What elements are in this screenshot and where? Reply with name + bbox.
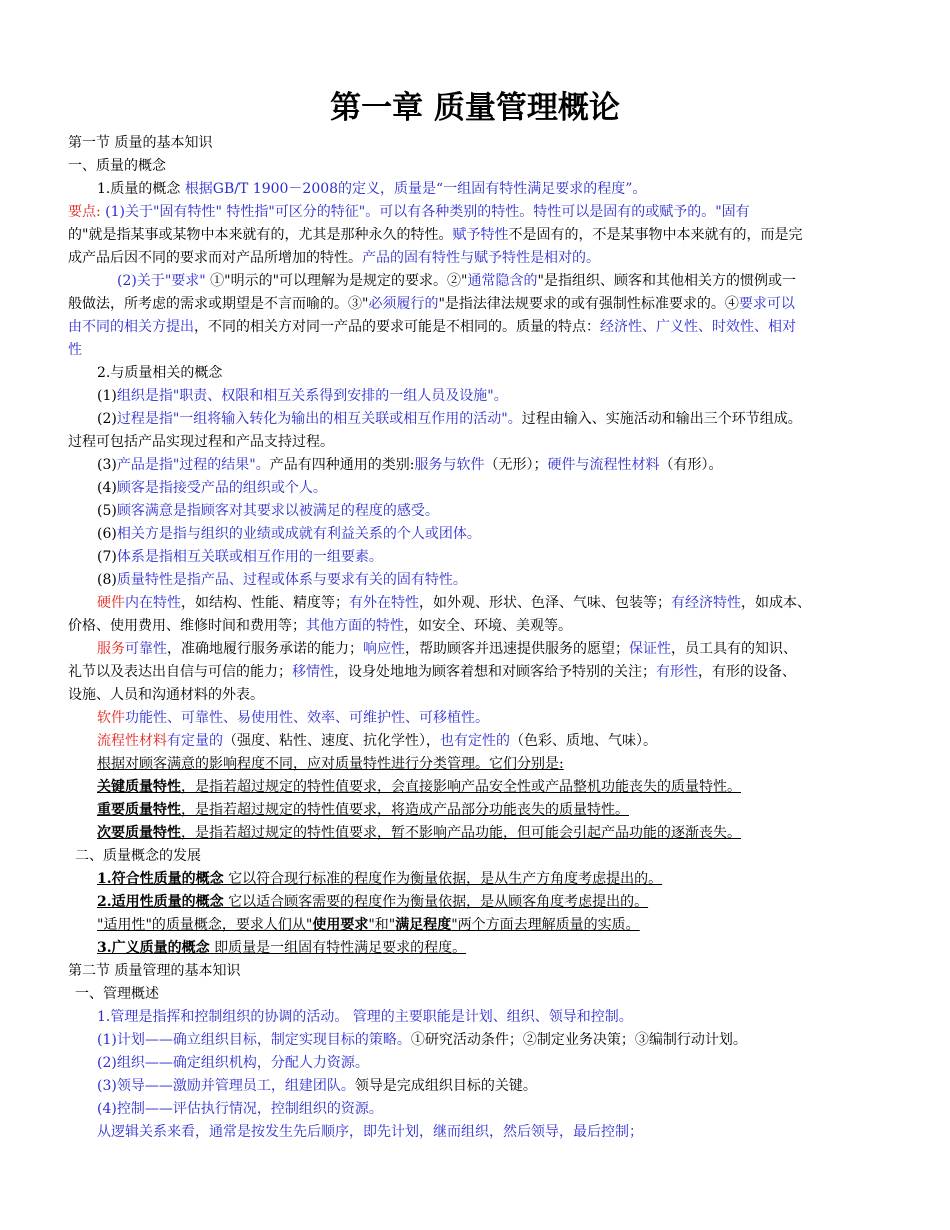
text-line bbox=[68, 316, 796, 339]
text-segment: 服务与软件 bbox=[414, 457, 485, 473]
text-segment: 服务 bbox=[97, 641, 125, 657]
text-segment: 产品是指"过程的结果"。 bbox=[116, 457, 270, 473]
text-segment: ①研究活动条件；②制定业务决策；③编制行动计划。 bbox=[410, 1032, 747, 1048]
text-line bbox=[97, 477, 327, 500]
chapter-title: 第一章 质量管理概论 bbox=[330, 90, 620, 126]
text-segment: 产品的固有特性与赋予特性是相对的。 bbox=[362, 250, 600, 266]
text-segment: 一、质量的概念 bbox=[68, 158, 166, 174]
text-line bbox=[97, 454, 722, 477]
text-line bbox=[97, 523, 481, 546]
text-segment: ，员工具有的知识、 bbox=[671, 641, 797, 657]
text-segment: (3)领导——激励并管理员工，组建团队。 bbox=[97, 1078, 355, 1094]
text-line bbox=[97, 1029, 747, 1052]
text-segment: 3.广义质量的概念 bbox=[97, 940, 210, 956]
text-segment: 使用要求 bbox=[312, 917, 369, 933]
text-segment: 也有定性的 bbox=[440, 733, 510, 749]
text-segment: ，如成本、 bbox=[741, 595, 811, 611]
text-segment: 成产品后因不同的要求而对产品所增加的特性。 bbox=[68, 250, 362, 266]
text-segment: ，如外观、形状、色泽、气味、包装等； bbox=[419, 595, 671, 611]
text-segment: ，帮助顾客并迅速提供服务的愿望； bbox=[405, 641, 629, 657]
text-segment: 领导是完成组织目标的关键。 bbox=[354, 1078, 537, 1094]
text-line bbox=[97, 408, 802, 431]
text-segment: 2.适用性质量的概念 bbox=[97, 894, 224, 910]
text-segment: 体系是指相互关联或相互作用的一组要素。 bbox=[116, 549, 383, 565]
text-line bbox=[97, 569, 467, 592]
text-segment: 价格、使用费用、维修时间和费用等； bbox=[68, 618, 306, 634]
text-line bbox=[68, 661, 796, 684]
text-segment: 要求可以 bbox=[738, 296, 795, 312]
text-line bbox=[75, 845, 201, 868]
text-line bbox=[97, 178, 646, 201]
text-segment: 第二节 质量管理的基本知识 bbox=[68, 963, 241, 979]
text-segment: 赋予特性 bbox=[452, 227, 509, 243]
text-segment: 内在特性 bbox=[125, 595, 181, 611]
text-segment: (4) bbox=[97, 480, 117, 496]
text-segment: 一、管理概述 bbox=[75, 986, 159, 1002]
text-line bbox=[117, 270, 796, 293]
text-line bbox=[68, 431, 334, 454]
text-segment: 第一节 质量的基本知识 bbox=[68, 135, 213, 151]
text-line bbox=[97, 546, 383, 569]
text-segment: 有定量的 bbox=[167, 733, 223, 749]
text-line bbox=[97, 638, 797, 661]
text-segment: 要点: bbox=[68, 204, 106, 220]
text-segment: "和" bbox=[368, 917, 396, 933]
text-line bbox=[68, 293, 795, 316]
text-segment: 它以符合现行标准的程度作为衡量依据，是从生产方角度考虑提出的。 bbox=[223, 871, 663, 887]
text-segment: (4)控制——评估执行情况，控制组织的资源。 bbox=[97, 1101, 383, 1117]
text-line bbox=[97, 914, 640, 937]
text-line bbox=[68, 224, 802, 247]
text-segment: "是指法律法规要求的或有强制性标准要求的。④ bbox=[438, 296, 739, 312]
text-line bbox=[97, 1075, 537, 1098]
text-segment: 保证性 bbox=[629, 641, 671, 657]
text-line bbox=[97, 385, 508, 408]
text-segment: 根据对顾客满意的影响程度不同，应对质量特性进行分类管理。它们分别是: bbox=[97, 756, 564, 772]
text-segment: 2.与质量相关的概念 bbox=[97, 365, 223, 381]
text-line bbox=[97, 891, 648, 914]
text-segment: 相关方是指与组织的业绩或成就有利益关系的个人或团体。 bbox=[116, 526, 481, 542]
text-segment: "两个方面去理解质量的实质。 bbox=[451, 917, 640, 933]
text-segment: ，是指若超过规定的特性值要求，会直接影响产品安全性或产品整机功能丧失的质量特性。 bbox=[181, 779, 741, 795]
text-segment: (1) bbox=[97, 388, 117, 404]
text-line bbox=[97, 937, 466, 960]
text-segment: 顾客满意是指顾客对其要求以被满足的程度的感受。 bbox=[116, 503, 439, 519]
text-segment: 流程性材料 bbox=[97, 733, 167, 749]
text-segment: 的"就是指某事或某物中本来就有的，尤其是那种永久的特性。 bbox=[68, 227, 453, 243]
text-segment: (5) bbox=[97, 503, 117, 519]
text-segment: ，不同的相关方对同一产品的要求可能是不相同的。质量的特点： bbox=[194, 319, 600, 335]
text-segment: 组织是指"职责、权限和相互关系得到安排的一组人员及设施"。 bbox=[116, 388, 508, 404]
text-line bbox=[68, 132, 212, 155]
text-segment: (1)关于"固有特性" 特性指"可区分的特征"。可以有各种类别的特性。特性可以是固有的或赋予的。"固有 bbox=[105, 204, 750, 220]
text-segment: 功能性、可靠性、易使用性、效率、可维护性、可移植性。 bbox=[125, 710, 489, 726]
text-segment: 有经济特性 bbox=[671, 595, 741, 611]
text-segment: 性 bbox=[68, 342, 82, 358]
text-line bbox=[97, 753, 564, 776]
text-segment: ，如结构、性能、精度等； bbox=[181, 595, 349, 611]
text-line bbox=[68, 247, 600, 270]
text-segment: 通常隐含的 bbox=[467, 273, 538, 289]
text-line bbox=[75, 983, 159, 1006]
text-line bbox=[97, 776, 741, 799]
text-segment: 有形性 bbox=[656, 664, 698, 680]
text-line bbox=[97, 1006, 633, 1029]
text-segment: (3) bbox=[97, 457, 117, 473]
text-segment: 硬件 bbox=[97, 595, 125, 611]
text-segment: 般做法，所考虑的需求或期望是不言而喻的。③" bbox=[68, 296, 369, 312]
text-line bbox=[97, 500, 439, 523]
text-segment: 质量特性是指产品、过程或体系与要求有关的固有特性。 bbox=[116, 572, 467, 588]
text-line bbox=[97, 1121, 643, 1144]
text-segment: 重要质量特性 bbox=[97, 802, 181, 818]
text-segment: (1)计划——确立组织目标，制定实现目标的策略。 bbox=[97, 1032, 411, 1048]
text-segment: 可靠性 bbox=[125, 641, 167, 657]
text-segment: (8) bbox=[97, 572, 117, 588]
text-segment: 移情性 bbox=[292, 664, 334, 680]
text-segment: 不是固有的，不是某事物中本来就有的，而是完 bbox=[508, 227, 803, 243]
text-line bbox=[68, 155, 166, 178]
text-segment: (2) bbox=[97, 411, 117, 427]
text-segment: ，是指若超过规定的特性值要求，暂不影响产品功能，但可能会引起产品功能的逐渐丧失。 bbox=[181, 825, 741, 841]
text-segment: 二、质量概念的发展 bbox=[75, 848, 201, 864]
text-line bbox=[97, 868, 662, 891]
text-segment: 过程由输入、实施活动和输出三个环节组成。 bbox=[521, 411, 802, 427]
text-segment: (6) bbox=[97, 526, 117, 542]
text-segment: 由不同的相关方提出 bbox=[68, 319, 194, 335]
text-segment: 即质量是一组固有特性满足要求的程度。 bbox=[209, 940, 467, 956]
text-segment: 有外在特性 bbox=[349, 595, 419, 611]
text-segment: 1.符合性质量的概念 bbox=[97, 871, 224, 887]
text-line bbox=[68, 615, 572, 638]
text-segment: ，设身处地地为顾客着想和对顾客给予特别的关注； bbox=[334, 664, 656, 680]
text-segment: 1.管理是指挥和控制组织的协调的活动。 管理的主要职能是计划、组织、领导和控制。 bbox=[97, 1009, 633, 1025]
text-segment: ，有形的设备、 bbox=[698, 664, 796, 680]
text-segment: 过程可包括产品实现过程和产品支持过程。 bbox=[68, 434, 334, 450]
text-segment: (7) bbox=[97, 549, 117, 565]
text-line bbox=[68, 201, 750, 224]
text-segment: 1.质量的概念 bbox=[97, 181, 185, 197]
text-segment: 必须履行的 bbox=[368, 296, 439, 312]
text-segment: ，如安全、环境、美观等。 bbox=[404, 618, 572, 634]
text-segment: 它以适合顾客需要的程度作为衡量依据，是从顾客角度考虑提出的。 bbox=[223, 894, 649, 910]
text-segment: "适用性"的质量概念，要求人们从" bbox=[97, 917, 313, 933]
text-segment: (2)组织——确定组织机构，分配人力资源。 bbox=[97, 1055, 369, 1071]
text-line bbox=[68, 960, 240, 983]
text-line bbox=[97, 1052, 369, 1075]
text-segment: 次要质量特性 bbox=[97, 825, 181, 841]
text-segment: 硬件与流程性材料 bbox=[547, 457, 660, 473]
text-line bbox=[68, 339, 82, 362]
text-segment: 软件 bbox=[97, 710, 125, 726]
text-segment: (2)关于"要求" bbox=[117, 273, 211, 289]
text-line bbox=[97, 707, 489, 730]
text-segment: 其他方面的特性 bbox=[306, 618, 404, 634]
text-line bbox=[97, 362, 222, 385]
text-segment: ①"明示的"可以理解为是规定的要求。②" bbox=[210, 273, 468, 289]
text-segment: 设施、人员和沟通材料的外表。 bbox=[68, 687, 264, 703]
text-segment: ，准确地履行服务承诺的能力； bbox=[167, 641, 363, 657]
text-line bbox=[97, 592, 811, 615]
text-line bbox=[97, 799, 629, 822]
text-segment: （强度、粘性、速度、抗化学性）， bbox=[223, 733, 440, 749]
text-line bbox=[97, 730, 657, 753]
text-segment: 顾客是指接受产品的组织或个人。 bbox=[116, 480, 327, 496]
text-segment: ，是指若超过规定的特性值要求，将造成产品部分功能丧失的质量特性。 bbox=[181, 802, 629, 818]
text-segment: 满足程度 bbox=[395, 917, 452, 933]
text-segment: 过程是指"一组将输入转化为输出的相互关联或相互作用的活动"。 bbox=[116, 411, 522, 427]
text-segment: 产品有四种通用的类别: bbox=[269, 457, 415, 473]
text-segment: 关键质量特性 bbox=[97, 779, 181, 795]
text-segment: 响应性 bbox=[363, 641, 405, 657]
text-line bbox=[68, 684, 264, 707]
text-segment: 根据GB/T 1900－2008的定义，质量是“一组固有特性满足要求的程度”。 bbox=[184, 181, 647, 197]
text-segment: 经济性、广义性、时效性、相对 bbox=[600, 319, 796, 335]
text-segment: 礼节以及表达出自信与可信的能力； bbox=[68, 664, 292, 680]
text-segment: （有形）。 bbox=[659, 457, 723, 473]
text-segment: "是指组织、顾客和其他相关方的惯例或一 bbox=[537, 273, 796, 289]
text-line bbox=[97, 1098, 383, 1121]
text-line bbox=[97, 822, 741, 845]
text-segment: （无形）； bbox=[484, 457, 548, 473]
text-segment: （色彩、质地、气味）。 bbox=[510, 733, 657, 749]
text-segment: 从逻辑关系来看，通常是按发生先后顺序，即先计划，继而组织，然后领导，最后控制； bbox=[97, 1124, 643, 1140]
